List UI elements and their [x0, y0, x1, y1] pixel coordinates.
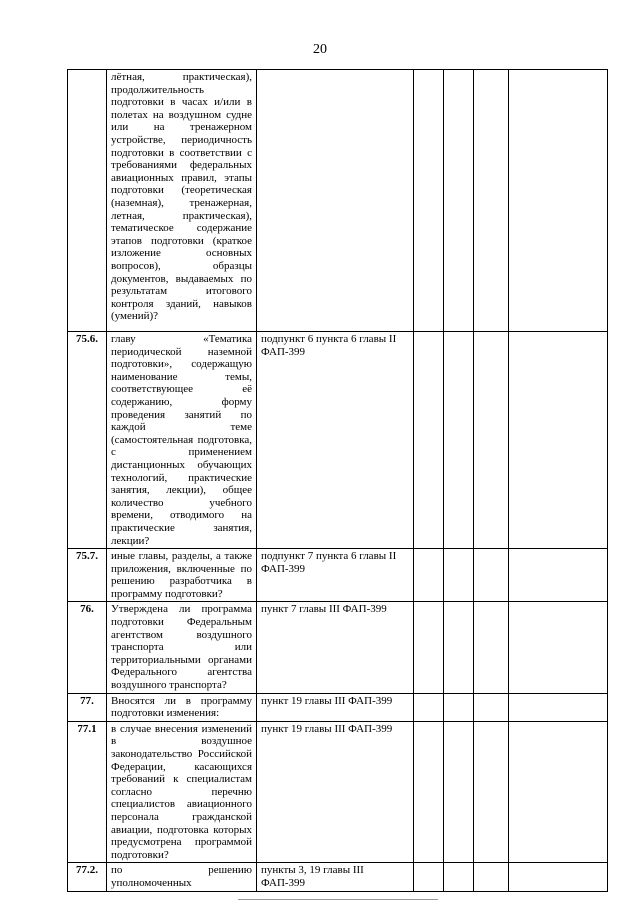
requirement-text: лётная, практическая), продолжительность подготовки в часах и/или в полетах на воздушном судне или на тренажерном устройстве, периодичность подготовки в соответствии с требованиями федеральных авиационных правил, этапы подготовки (теоретическая (наземная), тренажерная, летная, практическая), тематическое содержание этапов подготовки (краткое изложение основных вопросов), образцы документов, выдаваемых по результатам итогового контроля зданий, навыков (умений)? [107, 70, 257, 332]
notes-cell [509, 863, 608, 891]
answer-na-cell [474, 721, 509, 863]
answer-na-cell [474, 863, 509, 891]
answer-yes-cell [414, 863, 444, 891]
requirements-table [67, 69, 608, 892]
answer-no-cell [444, 721, 474, 863]
answer-no-cell [444, 602, 474, 693]
requirement-text: Вносятся ли в программу подготовки изменения: [107, 693, 257, 721]
item-number: 77. [68, 693, 107, 721]
item-number: 75.6. [68, 332, 107, 549]
notes-cell [509, 721, 608, 863]
answer-no-cell [444, 332, 474, 549]
requirement-text: в случае внесения изменений в воздушное законодательство Российской Федерации, касающихся требований к специалистам согласно перечню специалистов авиационного персонала гражданской авиации, подготовка которых предусмотрена программой подготовки? [107, 721, 257, 863]
item-number: 77.1 [68, 721, 107, 863]
legal-reference: подпункт 7 пункта 6 главы II ФАП-399 [257, 549, 414, 602]
item-number: 77.2. [68, 863, 107, 891]
legal-reference: пункт 7 главы III ФАП-399 [257, 602, 414, 693]
legal-reference: пункты 3, 19 главы III ФАП-399 [257, 863, 414, 891]
answer-no-cell [444, 549, 474, 602]
page-number: 20 [313, 42, 327, 57]
answer-yes-cell [414, 549, 444, 602]
requirement-text: Утверждена ли программа подготовки Федеральным агентством воздушного транспорта или территориальными органами Федерального агентства воздушного транспорта? [107, 602, 257, 693]
table-row [68, 549, 608, 602]
item-number: 76. [68, 602, 107, 693]
table-row [68, 602, 608, 693]
requirement-text: главу «Тематика периодической наземной подготовки», содержащую наименование темы, соответствующее её содержанию, форму проведения занятий по каждой теме (самостоятельная подготовка, с применением дистанционных обучающих технологий, практические занятия, лекции), общее количество учебного времени, отводимого на практические занятия, лекции? [107, 332, 257, 549]
answer-na-cell [474, 332, 509, 549]
table-row [68, 332, 608, 549]
table-row [68, 721, 608, 863]
item-number: 75.7. [68, 549, 107, 602]
answer-no-cell [444, 70, 474, 332]
table-row [68, 863, 608, 891]
answer-na-cell [474, 602, 509, 693]
notes-cell [509, 602, 608, 693]
requirement-text: по решению уполномоченных [107, 863, 257, 891]
answer-yes-cell [414, 693, 444, 721]
answer-yes-cell [414, 602, 444, 693]
legal-reference: пункт 19 главы III ФАП-399 [257, 693, 414, 721]
answer-yes-cell [414, 721, 444, 863]
requirement-text: иные главы, разделы, а также приложения, включенные по решению разработчика в программу подготовки? [107, 549, 257, 602]
notes-cell [509, 70, 608, 332]
answer-yes-cell [414, 70, 444, 332]
table-row [68, 693, 608, 721]
answer-yes-cell [414, 332, 444, 549]
legal-reference: пункт 19 главы III ФАП-399 [257, 721, 414, 863]
legal-reference: подпункт 6 пункта 6 главы II ФАП-399 [257, 332, 414, 549]
item-number [68, 70, 107, 332]
legal-reference [257, 70, 414, 332]
answer-na-cell [474, 549, 509, 602]
notes-cell [509, 549, 608, 602]
notes-cell [509, 332, 608, 549]
answer-no-cell [444, 863, 474, 891]
answer-na-cell [474, 693, 509, 721]
table-row [68, 70, 608, 332]
notes-cell [509, 693, 608, 721]
answer-na-cell [474, 70, 509, 332]
answer-no-cell [444, 693, 474, 721]
scan-edge-line [238, 899, 438, 900]
